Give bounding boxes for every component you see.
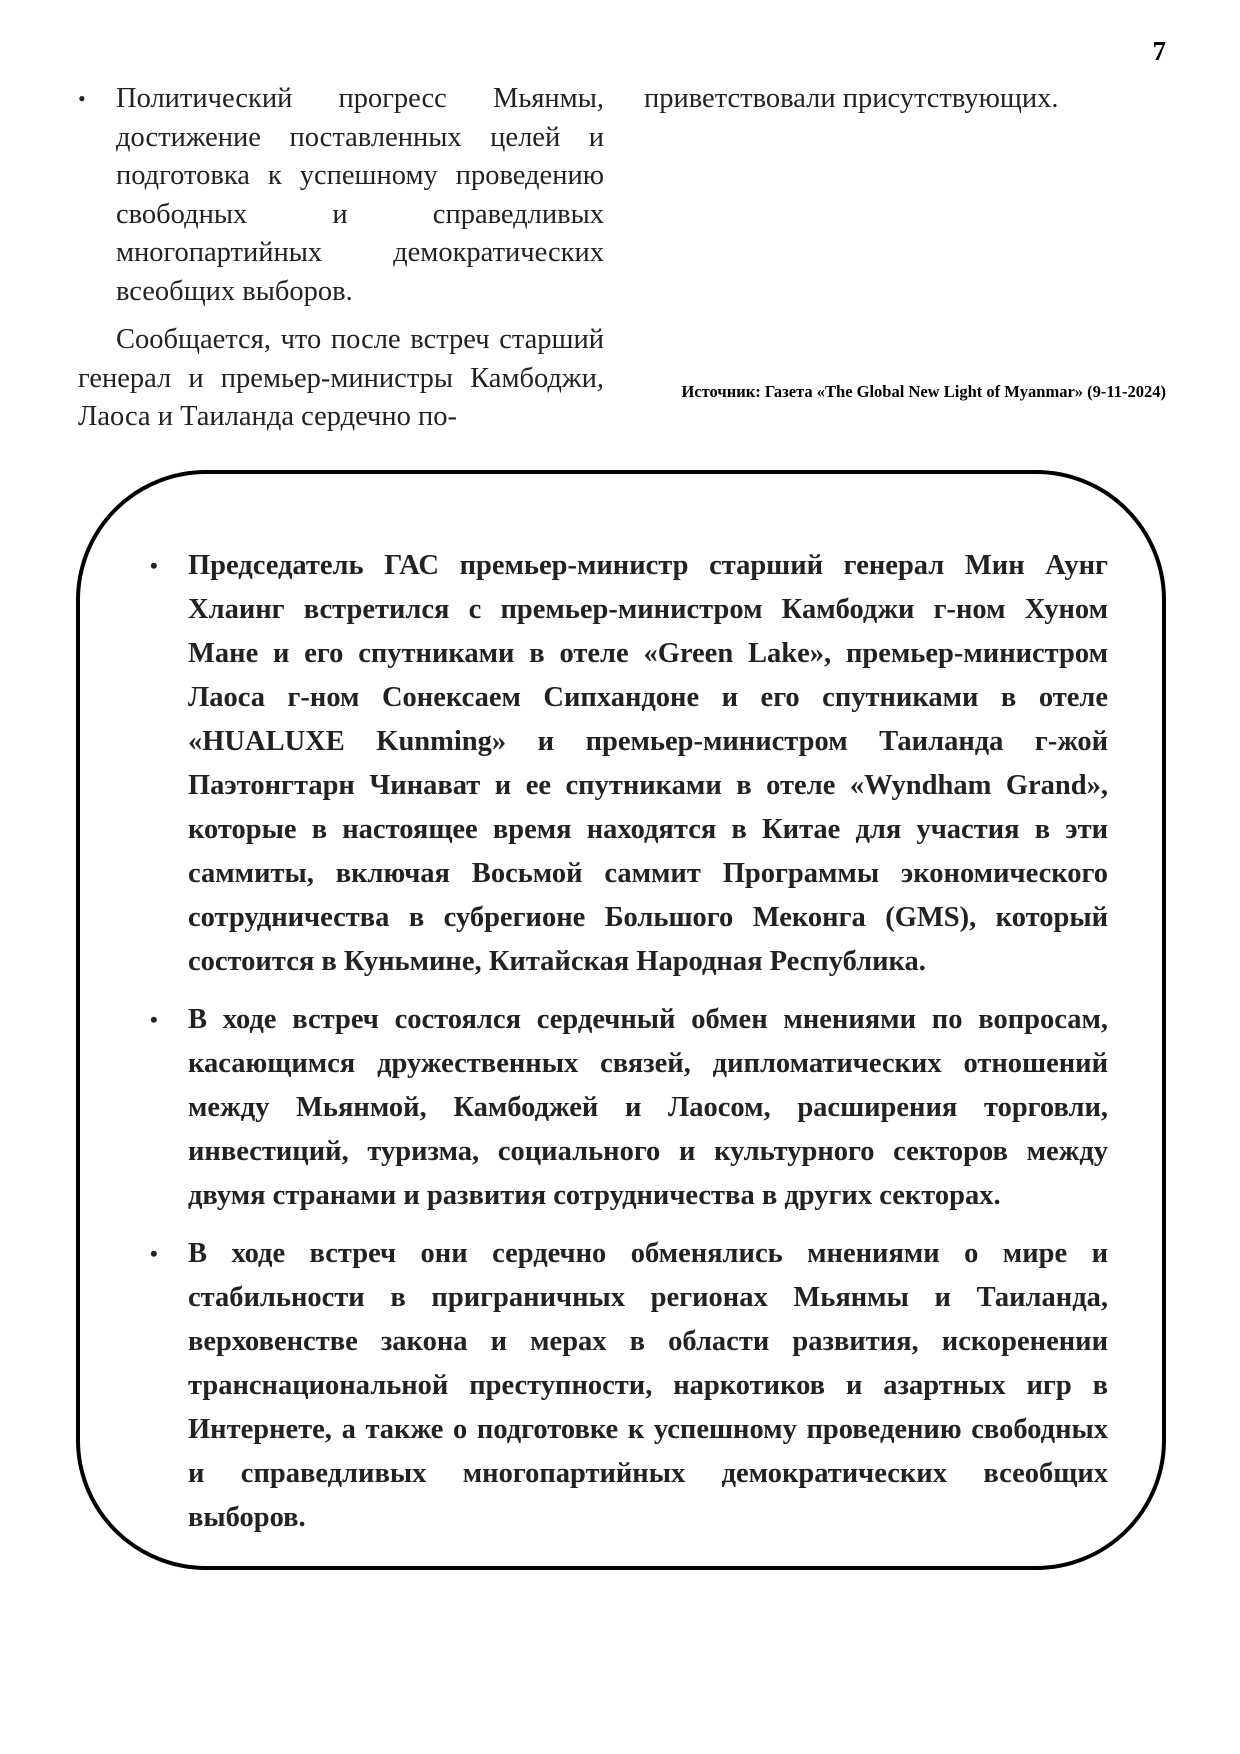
left-column: [78, 80, 604, 437]
summary-item: [150, 998, 1108, 1218]
bullet-marker: •: [150, 1241, 158, 1266]
left-bullet-text: Политический прогресс Мьянмы, достижение поставленных целей и подготовка к успешному проведению свободных и справедливых многопартийных демократических всеобщих выборов.: [116, 83, 604, 307]
bullet-marker: •: [78, 86, 86, 111]
summary-box: [76, 470, 1166, 1570]
summary-item: [150, 544, 1108, 984]
source-citation: Источник: Газета «The Global New Light of Myanmar» (9-11-2024): [681, 382, 1166, 401]
bullet-marker: •: [150, 1007, 158, 1032]
summary-item: [150, 1232, 1108, 1540]
bullet-marker: •: [150, 553, 158, 578]
right-continuation-text: приветствовали присутствующих.: [644, 83, 1059, 114]
summary-item-text: В ходе встреч они сердечно обменялись мнениями о мире и стабильности в приграничных регионах Мьянмы и Таиланда, верховенстве закона и мерах в области развития, искоренении транснациональной преступности, наркотиков и азартных игр в Интернете, а также о подготовке к успешному проведению свободных и справедливых многопартийных демократических всеобщих выборов.: [188, 1238, 1108, 1533]
summary-item-text: Председатель ГАС премьер-министр старший генерал Мин Аунг Хлаинг встретился с премьер-министром Камбоджи г-ном Хуном Мане и его спутниками в отеле «Green Lake», премьер-министром Лаоса г-ном Сонексаем Сипхандоне и его спутниками в отеле «HUALUXE Kunming» и премьер-министром Таиланда г-жой Паэтонгтарн Чинават и ее спутниками в отеле «Wyndham Grand», которые в настоящее время находятся в Китае для участия в эти саммиты, включая Восьмой саммит Программы экономического сотрудничества в субрегионе Большого Меконга (GMS), который состоится в Куньмине, Китайская Народная Республика.: [188, 550, 1108, 977]
left-bullet-item: [78, 80, 604, 311]
left-bullet-list: [78, 80, 604, 311]
right-column: [644, 80, 1164, 119]
page-number: 7: [1152, 36, 1166, 66]
summary-item-text: В ходе встреч состоялся сердечный обмен мнениями по вопросам, касающимся дружественных связей, дипломатических отношений между Мьянмой, Камбоджей и Лаосом, расширения торговли, инвестиций, туризма, социального и культурного секторов между двумя странами и развития сотрудничества в других секторах.: [188, 1004, 1108, 1211]
summary-bullet-list: [150, 544, 1108, 1554]
left-paragraph: Сообщается, что после встреч старший генерал и премьер-министры Камбоджи, Лаоса и Таиланда сердечно по-: [78, 324, 604, 432]
